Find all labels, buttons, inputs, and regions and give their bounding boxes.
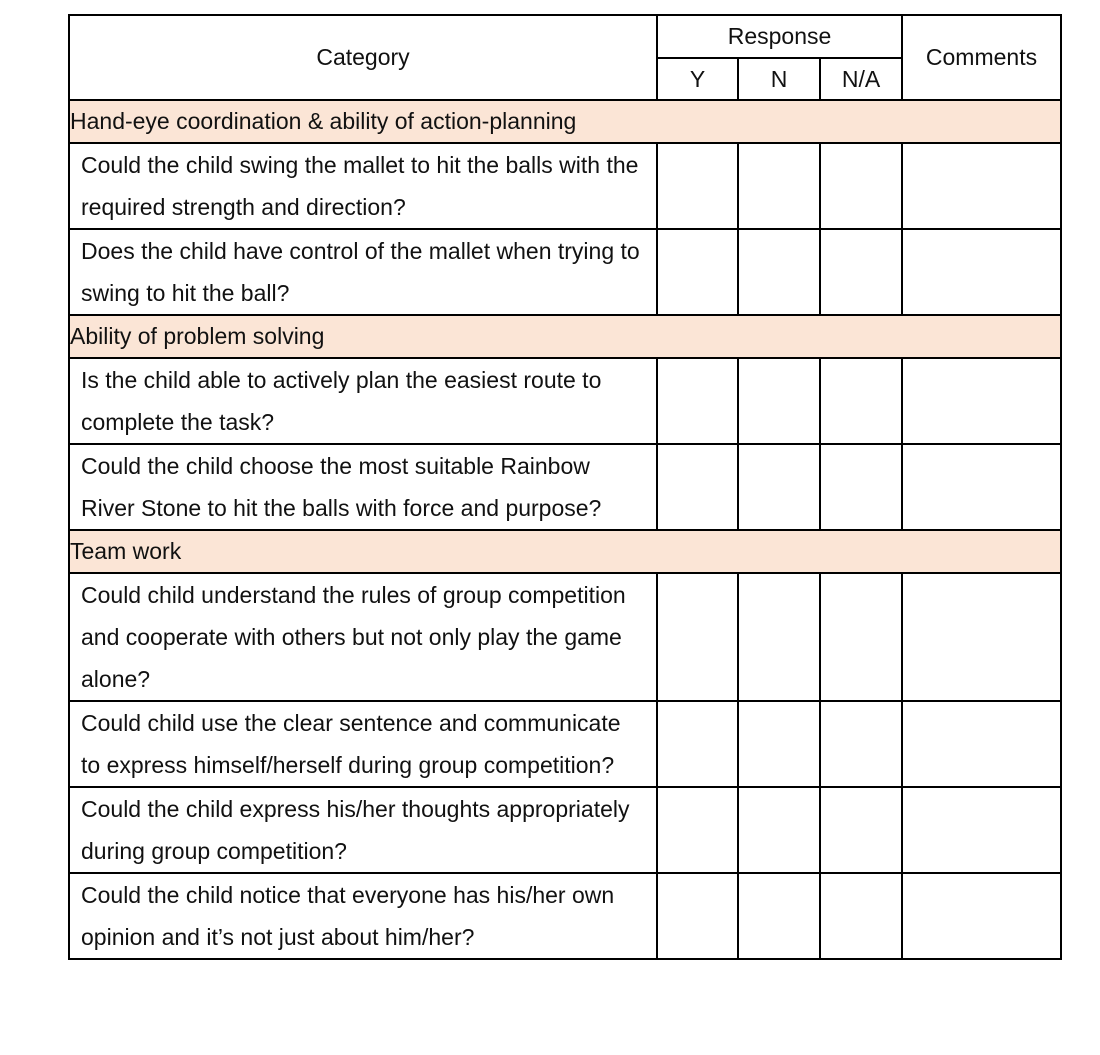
comments-cell[interactable] (902, 787, 1061, 873)
response-y-cell[interactable] (657, 229, 738, 315)
response-n-cell[interactable] (738, 701, 820, 787)
response-n-header: N (738, 58, 820, 100)
comments-cell[interactable] (902, 358, 1061, 444)
question-text: Could child understand the rules of group competition and cooperate with others but not only play the game alone? (69, 573, 657, 701)
comments-cell[interactable] (902, 444, 1061, 530)
response-header: Response (657, 15, 902, 58)
response-y-cell[interactable] (657, 701, 738, 787)
category-header: Category (69, 15, 657, 100)
section-title: Team work (69, 530, 1061, 573)
assessment-table (68, 14, 1062, 960)
response-n-cell[interactable] (738, 229, 820, 315)
question-row (69, 229, 1061, 315)
response-n-cell[interactable] (738, 573, 820, 701)
response-n-cell[interactable] (738, 787, 820, 873)
response-y-header: Y (657, 58, 738, 100)
section-title: Ability of problem solving (69, 315, 1061, 358)
response-y-cell[interactable] (657, 143, 738, 229)
response-n-cell[interactable] (738, 358, 820, 444)
question-text: Could the child swing the mallet to hit the balls with the required strength and direction? (69, 143, 657, 229)
response-n-cell[interactable] (738, 873, 820, 959)
question-row (69, 787, 1061, 873)
comments-cell[interactable] (902, 873, 1061, 959)
question-text: Could child use the clear sentence and communicate to express himself/herself during group competition? (69, 701, 657, 787)
response-na-cell[interactable] (820, 229, 902, 315)
response-y-cell[interactable] (657, 358, 738, 444)
response-y-cell[interactable] (657, 787, 738, 873)
response-na-cell[interactable] (820, 143, 902, 229)
comments-cell[interactable] (902, 229, 1061, 315)
section-title: Hand-eye coordination & ability of action-planning (69, 100, 1061, 143)
question-text: Could the child express his/her thoughts appropriately during group competition? (69, 787, 657, 873)
response-na-cell[interactable] (820, 573, 902, 701)
response-na-cell[interactable] (820, 787, 902, 873)
comments-cell[interactable] (902, 701, 1061, 787)
question-row (69, 143, 1061, 229)
question-text: Does the child have control of the mallet when trying to swing to hit the ball? (69, 229, 657, 315)
response-y-cell[interactable] (657, 573, 738, 701)
response-y-cell[interactable] (657, 873, 738, 959)
section-row (69, 315, 1061, 358)
comments-cell[interactable] (902, 573, 1061, 701)
question-text: Could the child notice that everyone has his/her own opinion and it’s not just about him/her? (69, 873, 657, 959)
comments-header: Comments (902, 15, 1061, 100)
question-row (69, 873, 1061, 959)
response-y-cell[interactable] (657, 444, 738, 530)
response-n-cell[interactable] (738, 143, 820, 229)
question-row (69, 701, 1061, 787)
question-row (69, 573, 1061, 701)
response-n-cell[interactable] (738, 444, 820, 530)
response-na-cell[interactable] (820, 444, 902, 530)
response-na-cell[interactable] (820, 701, 902, 787)
response-na-header: N/A (820, 58, 902, 100)
question-text: Is the child able to actively plan the easiest route to complete the task? (69, 358, 657, 444)
response-na-cell[interactable] (820, 358, 902, 444)
response-na-cell[interactable] (820, 873, 902, 959)
question-text: Could the child choose the most suitable Rainbow River Stone to hit the balls with force and purpose? (69, 444, 657, 530)
section-row (69, 100, 1061, 143)
question-row (69, 358, 1061, 444)
comments-cell[interactable] (902, 143, 1061, 229)
section-row (69, 530, 1061, 573)
question-row (69, 444, 1061, 530)
assessment-sheet (68, 14, 1060, 960)
